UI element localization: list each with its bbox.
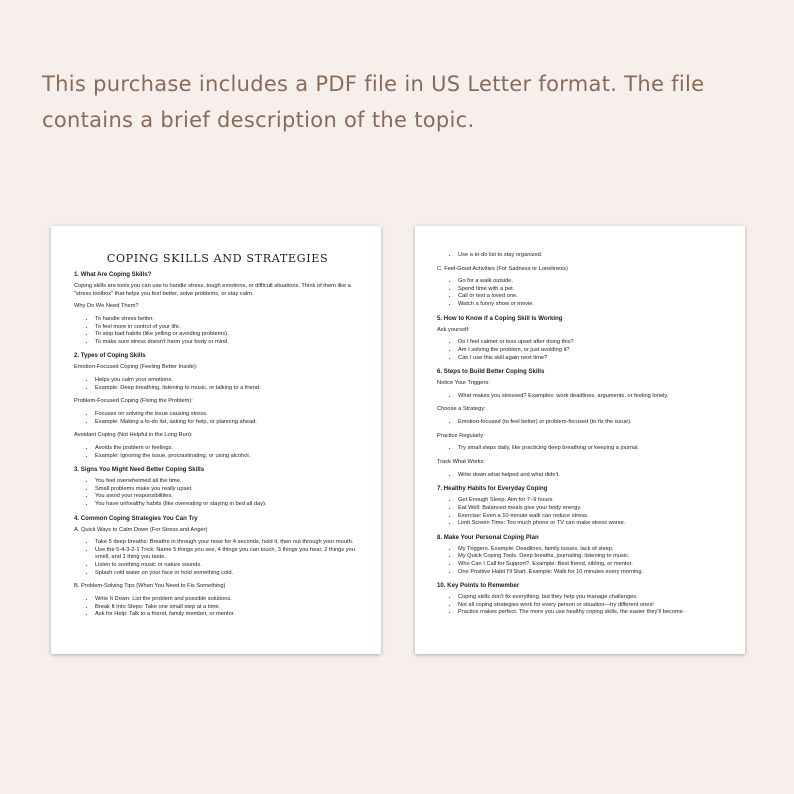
bullet-list [437, 594, 727, 617]
paragraph: B. Problem-Solving Tips (When You Need to Fix Something) [74, 583, 226, 590]
paragraph: Problem-Focused Coping (Fixing the Problem): [74, 398, 193, 405]
paragraph: A. Quick Ways to Calm Down (For Stress and Anger) [74, 526, 208, 533]
bullet-list [437, 546, 727, 576]
bullet-item: • Do I feel calmer or less upset after doing this? [458, 339, 727, 347]
document-page-1 [51, 226, 381, 654]
bullet-item: • Listen to soothing music or nature sounds. [95, 562, 361, 570]
bullet-item: • Break It Into Steps: Take one small step at a time. [95, 604, 361, 612]
bullet-item: • Splash cold water on your face or hold something cold. [95, 570, 361, 578]
section-heading: 4. Common Coping Strategies You Can Try [74, 514, 198, 522]
section-heading: 2. Types of Coping Skills [74, 352, 146, 360]
bullet-item: • Call or text a loved one. [458, 293, 727, 301]
bullet-item: • Limit Screen Time: Too much phone or TV can make stress worse. [458, 520, 727, 528]
bullet-item: • Watch a funny show or movie. [458, 301, 727, 309]
bullet-item: • Am I solving the problem, or just avoiding it? [458, 347, 727, 355]
section-heading: 5. How to Know if a Coping Skill Is Working [437, 314, 563, 322]
paragraph: Avoidant Coping (Not Helpful in the Long Run): [74, 432, 193, 439]
paragraph: Emotion-Focused Coping (Feeling Better Inside): [74, 364, 198, 371]
bullet-list [74, 316, 361, 346]
paragraph: Coping skills are tools you can use to handle stress, tough emotions, or difficult situations. Think of them like a "stress toolbox" that helps you feel better, solve problems, or stay calm. [74, 283, 351, 297]
bullet-item: • Not all coping strategies work for every person or situation—try different ones! [458, 602, 727, 610]
bullet-list [74, 377, 361, 392]
bullet-item: • Practice makes perfect. The more you use healthy coping skills, the easier they'll become. [458, 609, 727, 617]
bullet-item: • Emotion-focused (to feel better) or problem-focused (to fix the issue). [458, 419, 727, 427]
purchase-description: This purchase includes a PDF file in US Letter format. The file contains a brief description of the topic. [42, 72, 705, 132]
bullet-item: • Ask for Help: Talk to a friend, family member, or mentor. [95, 611, 361, 619]
paragraph: Why Do We Need Them? [74, 303, 139, 310]
bullet-item: • What makes you stressed? Examples: work deadlines, arguments, or feeling lonely. [458, 393, 727, 401]
bullet-item: • Coping skills don't fix everything, but they help you manage challenges. [458, 594, 727, 602]
bullet-item: • To stop bad habits (like yelling or avoiding problems). [95, 331, 361, 339]
bullet-item: • Use a to-do list to stay organized. [458, 252, 727, 260]
bullet-item: • You avoid your responsibilities. [95, 493, 361, 501]
section-heading: 8. Make Your Personal Coping Plan [437, 533, 539, 541]
bullet-list [437, 393, 727, 401]
bullet-item: • Focuses on solving the issue causing stress. [95, 411, 361, 419]
bullet-item: • My Quick Coping Tools. Deep breaths, journaling, listening to music. [458, 553, 727, 561]
bullet-list [437, 252, 727, 260]
bullet-list [74, 478, 361, 508]
section-heading: 6. Steps to Build Better Coping Skills [437, 368, 545, 376]
section-heading: 3. Signs You Might Need Better Coping Skills [74, 466, 205, 474]
paragraph: Track What Works: [437, 459, 486, 466]
bullet-item: • Small problems make you really upset. [95, 486, 361, 494]
bullet-item: • Exercise: Even a 10-minute walk can reduce stress. [458, 513, 727, 521]
paragraph: Choose a Strategy: [437, 406, 486, 413]
bullet-item: • Get Enough Sleep: Aim for 7–9 hours. [458, 497, 727, 505]
bullet-item: • Example: Ignoring the issue, procrastinating, or using alcohol. [95, 453, 361, 461]
bullet-item: • Eat Well: Balanced meals give your body energy. [458, 505, 727, 513]
bullet-item: • Take 5 deep breaths: Breathe in through your nose for 4 seconds, hold it, then out through your mouth. [95, 539, 361, 547]
page-2-content [437, 252, 727, 617]
document-title: COPING SKILLS AND STRATEGIES [106, 252, 329, 265]
bullet-item: • You feel overwhelmed all the time. [95, 478, 361, 486]
bullet-item: • One Positive Habit I'll Start. Example: Walk for 10 minutes every morning. [458, 569, 727, 577]
bullet-list [74, 445, 361, 460]
bullet-item: • Helps you calm your emotions. [95, 377, 361, 385]
bullet-item: • Write It Down: List the problem and possible solutions. [95, 596, 361, 604]
bullet-list [74, 596, 361, 619]
bullet-item: • Go for a walk outside. [458, 278, 727, 286]
bullet-list [437, 472, 727, 480]
bullet-item: • Write down what helped and what didn't. [458, 472, 727, 480]
bullet-item: • Who Can I Call for Support?. Example: Best friend, sibling, or mentor. [458, 561, 727, 569]
bullet-item: • Avoids the problem or feelings. [95, 445, 361, 453]
bullet-item: • Example: Deep breathing, listening to music, or talking to a friend. [95, 385, 361, 393]
section-heading: 7. Healthy Habits for Everyday Coping [437, 485, 548, 493]
paragraph: Ask yourself: [437, 326, 470, 333]
section-heading: 1. What Are Coping Skills? [74, 271, 152, 278]
bullet-item: • Spend time with a pet. [458, 286, 727, 294]
bullet-list [437, 278, 727, 308]
paragraph: C. Feel-Good Activities (For Sadness or Loneliness) [437, 265, 568, 272]
bullet-item: • To make sure stress doesn't harm your body or mind. [95, 339, 361, 347]
page-1-content [74, 271, 361, 619]
bullet-item: • You have unhealthy habits (like overeating or staying in bed all day). [95, 501, 361, 509]
bullet-item: • My Triggers. Example: Deadlines, family issues, lack of sleep. [458, 546, 727, 554]
bullet-list [437, 497, 727, 527]
paragraph: Notice Your Triggers: [437, 380, 490, 387]
section-heading: 10. Key Points to Remember [437, 582, 520, 590]
bullet-item: • To feel more in control of your life. [95, 324, 361, 332]
paragraph: Practice Regularly: [437, 432, 485, 439]
bullet-list [74, 411, 361, 426]
bullet-list [437, 419, 727, 427]
bullet-item: • Try small steps daily, like practicing deep breathing or keeping a journal. [458, 445, 727, 453]
document-page-2 [415, 226, 745, 654]
bullet-item: • Can I use this skill again next time? [458, 355, 727, 363]
bullet-list [437, 445, 727, 453]
bullet-item: • Example: Making a to-do list, asking for help, or planning ahead. [95, 419, 361, 427]
bullet-list [74, 539, 361, 577]
bullet-item: • Use the 5-4-3-2-1 Trick: Name 5 things you see, 4 things you can touch, 3 things you hear, 2 things you smell, and 1 thing you taste. [95, 547, 361, 562]
bullet-list [437, 339, 727, 362]
bullet-item: • To handle stress better. [95, 316, 361, 324]
